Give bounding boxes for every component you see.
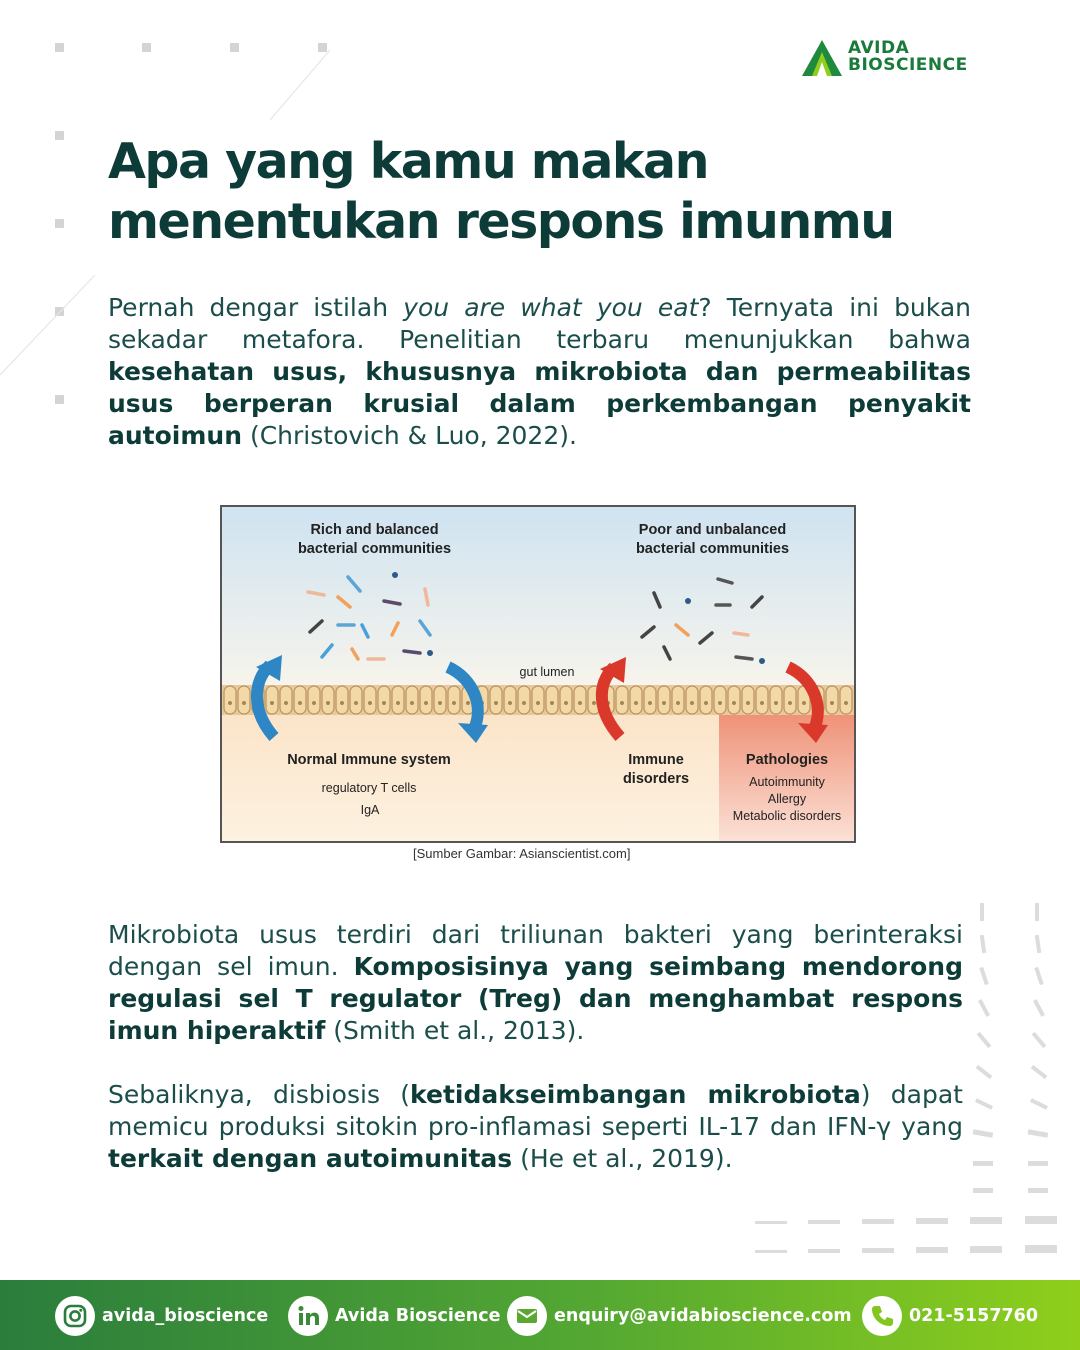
instagram-handle: avida_bioscience [102,1306,269,1326]
pathologies-label: Pathologies [745,752,829,768]
immune-disorders-2: disorders [622,771,690,787]
decor-square [55,395,64,404]
footer-instagram[interactable] [55,1296,268,1336]
bold-text: Komposisinya yang seimbang mendorong regulasi sel T regulator (Treg) dan menghambat respons imun hiperaktif [108,952,963,1045]
phone-number: 021-5157760 [909,1306,1039,1326]
unbalanced-heading [620,521,805,559]
figure-caption: [Sumber Gambar: Asianscientist.com] [413,846,631,861]
text: (Christovich & Luo, 2022). [242,421,577,450]
text: (Smith et al., 2013). [325,1016,585,1045]
text: Pernah dengar istilah [108,293,404,322]
microbiota-paragraph [108,919,963,1047]
footer-email[interactable] [507,1296,852,1336]
balanced-heading-1: Rich and balanced [310,522,439,538]
epithelium-cells [222,685,854,715]
intro-paragraph [108,292,971,452]
iga-label: IgA [360,803,380,817]
title-line1: Apa yang kamu makan [108,133,708,190]
dysbiosis-paragraph [108,1079,963,1175]
pathology-metabolic: Metabolic disorders [732,809,842,823]
text: ) dapat memicu produksi sitokin pro-inflamasi seperti IL-17 dan IFN-γ yang [108,1080,963,1141]
footer-bar [0,1280,1080,1350]
linkedin-name: Avida Bioscience [335,1306,501,1326]
email-address: enquiry@avidabioscience.com [554,1306,852,1326]
brand-logo[interactable] [800,38,1000,80]
treg-label: regulatory T cells [321,781,417,795]
pathology-allergy: Allergy [767,792,807,806]
bold-text: ketidakseimbangan mikrobiota [410,1080,861,1109]
text: Mikrobiota usus terdiri dari triliunan bakteri yang berinteraksi dengan sel imun. [108,920,963,981]
unbalanced-heading-1: Poor and unbalanced [638,522,787,538]
title-line2: menentukan respons imunmu [108,193,894,250]
phone-icon [862,1296,902,1336]
pathology-autoimmunity: Autoimmunity [749,775,825,789]
italic-text: you are what you eat [403,293,699,322]
footer-linkedin[interactable] [288,1296,500,1336]
email-icon [507,1296,547,1336]
brand-line2: BIOSCIENCE [848,55,968,75]
gut-microbiota-diagram [220,505,856,843]
balanced-heading-2: bacterial communities [297,541,452,557]
text: ? Ternyata ini bukan sekadar metafora. Penelitian terbaru menunjukkan bahwa [108,293,971,354]
balanced-heading [282,521,467,559]
brand-line1: AVIDA [848,38,910,58]
text: Sebaliknya, disbiosis ( [108,1080,411,1109]
unbalanced-heading-2: bacterial communities [635,541,790,557]
immune-disorders-label [606,751,706,789]
normal-immune-label: Normal Immune system [287,752,451,768]
avida-logo-icon [800,38,844,78]
brand-name [848,40,968,74]
instagram-icon [55,1296,95,1336]
page-title [108,132,1008,252]
bold-text: kesehatan usus, khususnya mikrobiota dan permeabilitas usus berperan krusial dalam perkembangan penyakit autoimun [108,357,971,450]
text: (He et al., 2019). [512,1144,733,1173]
footer-phone[interactable] [862,1296,1038,1336]
immune-disorders-1: Immune [628,752,684,768]
linkedin-icon [288,1296,328,1336]
gut-lumen-label: gut lumen [519,665,575,679]
bold-text: terkait dengan autoimunitas [108,1144,513,1173]
